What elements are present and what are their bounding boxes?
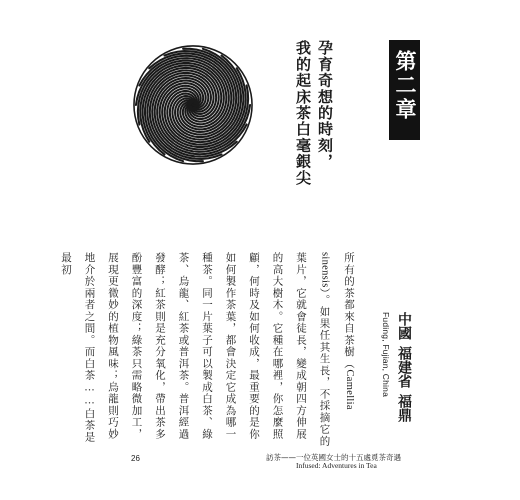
location-label (396, 312, 412, 462)
body-text-main: ）。如果任其生長，不採摘它的葉片，它就會徒長，變成朝四方伸展的高大樹木。它種在哪裡，你怎麼照顧，何時及如何收成，最重要的是你如何製作茶葉，都會決定它成為哪一種茶。同一片葉子可以製成白茶、綠茶、烏龍、紅茶或普洱茶。普洱經過發酵；紅茶則是充分氧化，帶出茶多酚豐富的深度；綠茶只需略微加工，展現更微妙的植物風味；烏龍則巧妙地介於兩者之間。而白茶……白茶是最初 (60, 252, 331, 447)
section-title-line2: 我的起床茶白毫銀尖 (294, 40, 312, 186)
chapter-title: 第二章 (393, 50, 417, 122)
section-title-line1: 孕育奇想的時刻， (316, 40, 334, 170)
body-text-latin-name: Camellia sinensis (319, 252, 355, 410)
page-number: 26 (131, 454, 140, 463)
body-text-intro: 所有的茶都來自茶樹（ (343, 252, 355, 370)
body-text (60, 252, 361, 448)
spiral-ornament-icon (132, 44, 254, 166)
location-province: 福建省 (396, 346, 412, 388)
running-title-english: Infused: Adventures in Tea (296, 461, 377, 470)
location-english: Fuding, Fujian, China (381, 312, 391, 397)
location-city: 福鼎 (396, 394, 412, 422)
running-title: 訪茶——一位英國女士的十五處覓茶奇遇 (266, 453, 401, 462)
chapter-tab (389, 40, 420, 140)
section-title (292, 40, 336, 190)
location-country: 中國 (396, 312, 412, 340)
